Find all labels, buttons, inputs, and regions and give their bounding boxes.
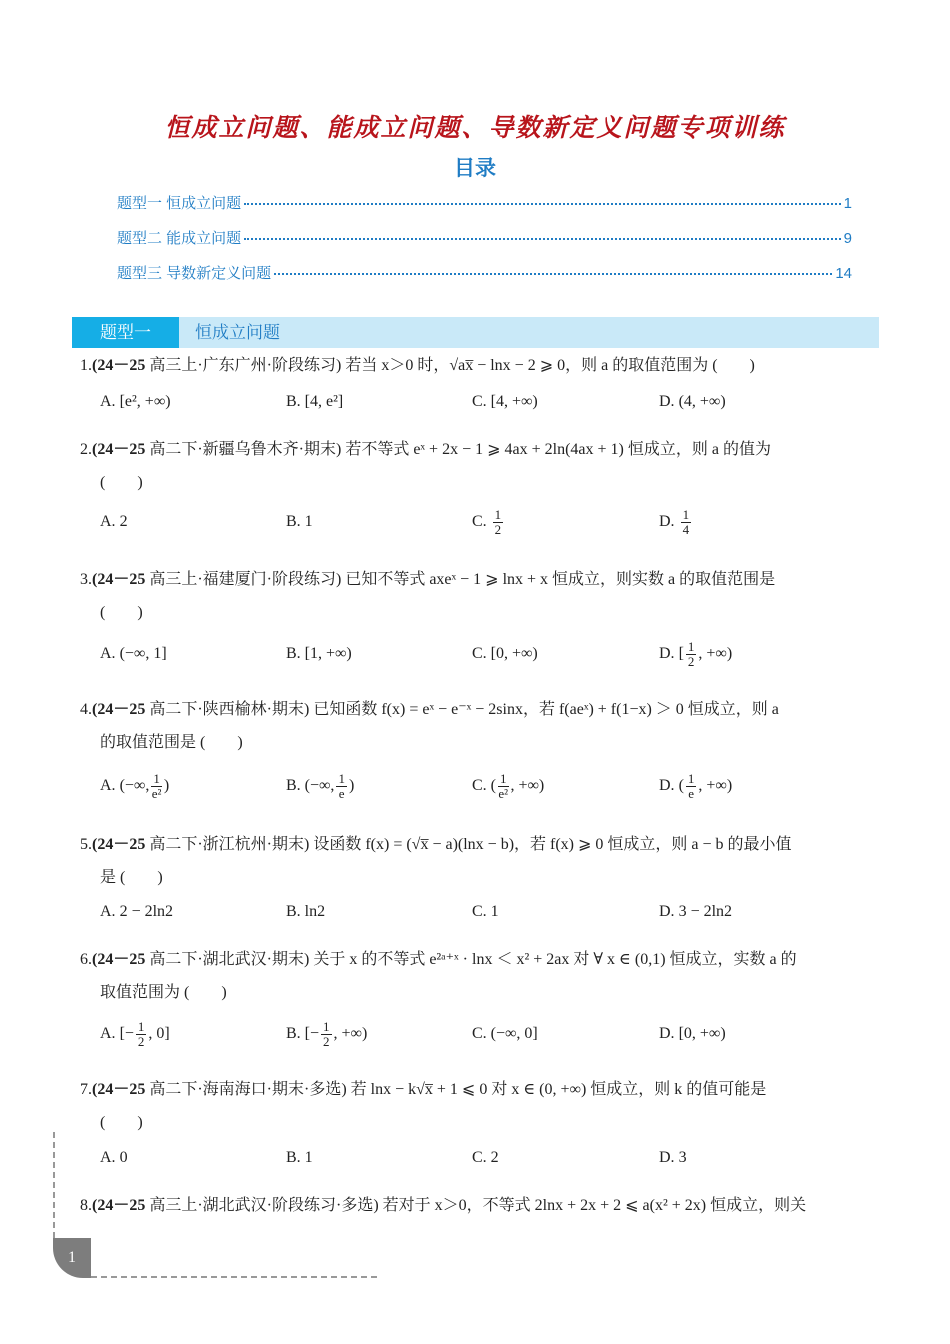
- option-value: [e², +∞): [119, 393, 171, 410]
- option-value: (: [490, 777, 496, 794]
- option-value: 2: [119, 513, 128, 530]
- question-text-continued: ( ): [100, 474, 143, 491]
- fraction-denominator: 2: [137, 1033, 145, 1049]
- question-text: [80, 831, 792, 854]
- answer-option-a[interactable]: [100, 502, 128, 542]
- option-value: (4, +∞): [678, 393, 726, 410]
- fraction-numerator: 1: [137, 1018, 145, 1034]
- answer-option-d[interactable]: [659, 634, 732, 674]
- answer-option-a[interactable]: [100, 892, 173, 932]
- option-value: 2 − 2ln2: [119, 903, 174, 920]
- section-tag: 题型一: [72, 317, 179, 348]
- option-value: [0, +∞): [490, 645, 538, 662]
- toc-item-page: 1: [843, 195, 852, 212]
- question-source-year: (24－25: [92, 1197, 146, 1214]
- question-source-year: (24－25: [92, 701, 146, 718]
- question-text-continued: ( ): [100, 604, 143, 621]
- answer-option-b[interactable]: [286, 1138, 313, 1178]
- question-number: 3.: [80, 571, 92, 588]
- fraction-numerator: 1: [682, 506, 690, 522]
- document-title: 恒成立问题、能成立问题、导数新定义问题专项训练: [164, 115, 786, 142]
- option-value: [0, +∞): [678, 1025, 726, 1042]
- option-value: [−: [304, 1025, 320, 1042]
- fraction-denominator: e: [688, 785, 695, 801]
- fraction: [681, 508, 692, 537]
- answer-option-c[interactable]: [472, 382, 538, 422]
- question-source-year: (24－25: [92, 441, 146, 458]
- answer-option-b[interactable]: [286, 382, 343, 422]
- question-number: 5.: [80, 836, 92, 853]
- answer-option-b[interactable]: [286, 634, 352, 674]
- fraction-denominator: e: [338, 785, 345, 801]
- option-label: D.: [659, 393, 675, 410]
- fraction: [493, 508, 504, 537]
- option-value: 1: [490, 903, 499, 920]
- option-value: 1: [304, 1149, 313, 1166]
- option-label: C.: [472, 513, 487, 530]
- option-label: C.: [472, 1149, 487, 1166]
- option-label: B.: [286, 393, 301, 410]
- answer-option-d[interactable]: [659, 892, 732, 932]
- question-text: [80, 696, 779, 719]
- option-value-suffix: ): [348, 777, 355, 794]
- answer-option-c[interactable]: [472, 1138, 499, 1178]
- fraction: [498, 772, 509, 801]
- option-value: [4, e²]: [304, 393, 344, 410]
- fraction-numerator: 1: [687, 770, 695, 786]
- answer-option-c[interactable]: [472, 502, 505, 542]
- toc-leader: [274, 273, 832, 275]
- option-value-suffix: , +∞): [698, 645, 733, 662]
- option-value-suffix: , +∞): [510, 777, 545, 794]
- option-label: D.: [659, 1149, 675, 1166]
- question-text-continued: 取值范围为 ( ): [100, 984, 227, 1001]
- fraction-denominator: 2: [323, 1033, 330, 1049]
- option-value-suffix: , +∞): [333, 1025, 368, 1042]
- option-value: (−∞,: [119, 777, 150, 794]
- option-label: A.: [100, 645, 116, 662]
- answer-option-a[interactable]: [100, 382, 171, 422]
- question-source-year: (24－25: [92, 1081, 146, 1098]
- toc-item[interactable]: [117, 192, 852, 213]
- question-text-continued: ( ): [100, 1114, 143, 1131]
- fraction-denominator: 2: [687, 653, 695, 669]
- page-border-dashed: [53, 1132, 55, 1238]
- option-value-suffix: , +∞): [698, 777, 733, 794]
- question-text: [80, 566, 775, 589]
- fraction-numerator: 1: [153, 770, 160, 786]
- fraction-denominator: e²: [151, 785, 162, 801]
- question-body: 高二下·湖北武汉·期末) 关于 x 的不等式 e²ᵃ⁺ˣ · lnx ＜ x² + 2ax 对 ∀ x ∈ (0,1) 恒成立，实数 a 的: [145, 951, 797, 968]
- fraction-numerator: 1: [687, 638, 695, 654]
- toc-leader: [244, 238, 840, 240]
- question-source-year: (24－25: [92, 836, 146, 853]
- question-number: 6.: [80, 951, 92, 968]
- question-body: 高二下·陕西榆林·期末) 已知函数 f(x) = eˣ − e⁻ˣ − 2sinx，若 f(aeˣ) + f(1−x) ＞ 0 恒成立，则 a: [145, 701, 779, 718]
- option-label: A.: [100, 777, 116, 794]
- option-label: B.: [286, 1149, 301, 1166]
- fraction: [686, 640, 697, 669]
- question-body: 高二下·浙江杭州·期末) 设函数 f(x) = (√x̅ − a)(lnx − b)，若 f(x) ⩾ 0 恒成立，则 a − b 的最小值: [145, 836, 792, 853]
- option-value-suffix: ): [163, 777, 170, 794]
- answer-option-c[interactable]: [472, 1014, 538, 1054]
- fraction-numerator: 1: [500, 770, 507, 786]
- question-body: 高三上·福建厦门·阶段练习) 已知不等式 axeˣ − 1 ⩾ lnx + x 恒成立，则实数 a 的取值范围是: [145, 571, 776, 588]
- question-text: [80, 436, 771, 459]
- answer-option-d[interactable]: [659, 502, 693, 542]
- page-border-dashed: [91, 1276, 377, 1278]
- option-value: [1, +∞): [304, 645, 352, 662]
- toc-item-label: 题型二 能成立问题: [117, 230, 242, 247]
- option-label: B.: [286, 1025, 301, 1042]
- option-label: D.: [659, 1025, 675, 1042]
- question-source-year: (24－25: [92, 951, 146, 968]
- answer-option-b[interactable]: [286, 502, 313, 542]
- answer-option-c[interactable]: [472, 766, 544, 806]
- option-value: [: [678, 645, 684, 662]
- option-value-suffix: , 0]: [148, 1025, 170, 1042]
- fraction-denominator: e²: [498, 785, 509, 801]
- option-value: 2: [490, 1149, 499, 1166]
- option-label: C.: [472, 645, 487, 662]
- option-value: ln2: [304, 903, 326, 920]
- option-label: C.: [472, 393, 487, 410]
- question-text: [80, 352, 755, 375]
- answer-option-a[interactable]: [100, 766, 169, 806]
- option-label: B.: [286, 777, 301, 794]
- fraction-numerator: 1: [338, 770, 345, 786]
- option-label: A.: [100, 1149, 116, 1166]
- option-label: C.: [472, 903, 487, 920]
- option-value: [−: [119, 1025, 134, 1042]
- question-number: 7.: [80, 1081, 92, 1098]
- question-text: [80, 946, 797, 969]
- fraction: [336, 772, 347, 801]
- toc-item-page: 9: [843, 230, 852, 247]
- option-label: A.: [100, 393, 116, 410]
- section-name: 恒成立问题: [195, 323, 280, 342]
- option-label: B.: [286, 903, 301, 920]
- answer-option-c[interactable]: [472, 892, 499, 932]
- option-value: 0: [119, 1149, 128, 1166]
- answer-option-b[interactable]: [286, 892, 325, 932]
- toc-heading: 目录: [454, 156, 496, 180]
- fraction-numerator: 1: [323, 1018, 330, 1034]
- option-label: A.: [100, 513, 116, 530]
- toc-item[interactable]: [117, 262, 852, 283]
- option-value: (−∞, 1]: [119, 645, 167, 662]
- question-text-continued: 的取值范围是 ( ): [100, 734, 243, 751]
- question-text: [80, 1192, 806, 1215]
- fraction: [136, 1020, 147, 1049]
- answer-option-a[interactable]: [100, 1014, 170, 1054]
- fraction-denominator: 2: [494, 521, 502, 537]
- answer-option-b[interactable]: [286, 1014, 367, 1054]
- option-label: A.: [100, 903, 116, 920]
- question-source-year: (24－25: [92, 357, 146, 374]
- answer-option-b[interactable]: [286, 766, 354, 806]
- fraction: [321, 1020, 332, 1049]
- fraction: [151, 772, 162, 801]
- option-label: D.: [659, 777, 675, 794]
- answer-option-d[interactable]: [659, 382, 726, 422]
- section-header: [72, 317, 879, 348]
- question-body: 高二下·海南海口·期末·多选) 若 lnx − k√x̅ + 1 ⩽ 0 对 x ∈ (0, +∞) 恒成立，则 k 的值可能是: [145, 1081, 767, 1098]
- fraction-numerator: 1: [494, 506, 502, 522]
- page-number: 1: [53, 1238, 91, 1278]
- toc-item[interactable]: [117, 227, 852, 248]
- answer-option-d[interactable]: [659, 1014, 726, 1054]
- toc-leader: [244, 203, 840, 205]
- question-number: 1.: [80, 357, 92, 374]
- option-value: (: [678, 777, 684, 794]
- option-value: (−∞,: [304, 777, 335, 794]
- question-source-year: (24－25: [92, 571, 146, 588]
- option-label: A.: [100, 1025, 116, 1042]
- option-label: C.: [472, 777, 487, 794]
- option-label: B.: [286, 645, 301, 662]
- toc-item-page: 14: [835, 265, 852, 282]
- question-number: 8.: [80, 1197, 92, 1214]
- question-body: 高三上·湖北武汉·阶段练习·多选) 若对于 x＞0，不等式 2lnx + 2x + 2 ⩽ a(x² + 2x) 恒成立，则关: [145, 1197, 807, 1214]
- answer-option-d[interactable]: [659, 1138, 687, 1178]
- answer-option-a[interactable]: [100, 1138, 128, 1178]
- option-value: 1: [304, 513, 313, 530]
- toc-item-label: 题型一 恒成立问题: [117, 195, 242, 212]
- option-label: D.: [659, 645, 675, 662]
- toc-item-label: 题型三 导数新定义问题: [117, 265, 272, 282]
- option-value: (−∞, 0]: [490, 1025, 538, 1042]
- answer-option-c[interactable]: [472, 634, 538, 674]
- option-label: D.: [659, 903, 675, 920]
- option-label: B.: [286, 513, 301, 530]
- answer-option-a[interactable]: [100, 634, 167, 674]
- fraction-denominator: 4: [682, 521, 690, 537]
- question-text-continued: 是 ( ): [100, 869, 163, 886]
- option-value: 3: [678, 1149, 687, 1166]
- option-value: [4, +∞): [490, 393, 538, 410]
- question-text: [80, 1076, 766, 1099]
- fraction: [686, 772, 697, 801]
- question-number: 4.: [80, 701, 92, 718]
- option-label: C.: [472, 1025, 487, 1042]
- answer-option-d[interactable]: [659, 766, 732, 806]
- question-body: 高三上·广东广州·阶段练习) 若当 x＞0 时，√ax̅ − lnx − 2 ⩾ 0，则 a 的取值范围为 ( ): [145, 357, 755, 374]
- question-body: 高二下·新疆乌鲁木齐·期末) 若不等式 eˣ + 2x − 1 ⩾ 4ax + 2ln(4ax + 1) 恒成立，则 a 的值为: [145, 441, 771, 458]
- option-label: D.: [659, 513, 675, 530]
- option-value: 3 − 2ln2: [678, 903, 733, 920]
- question-number: 2.: [80, 441, 92, 458]
